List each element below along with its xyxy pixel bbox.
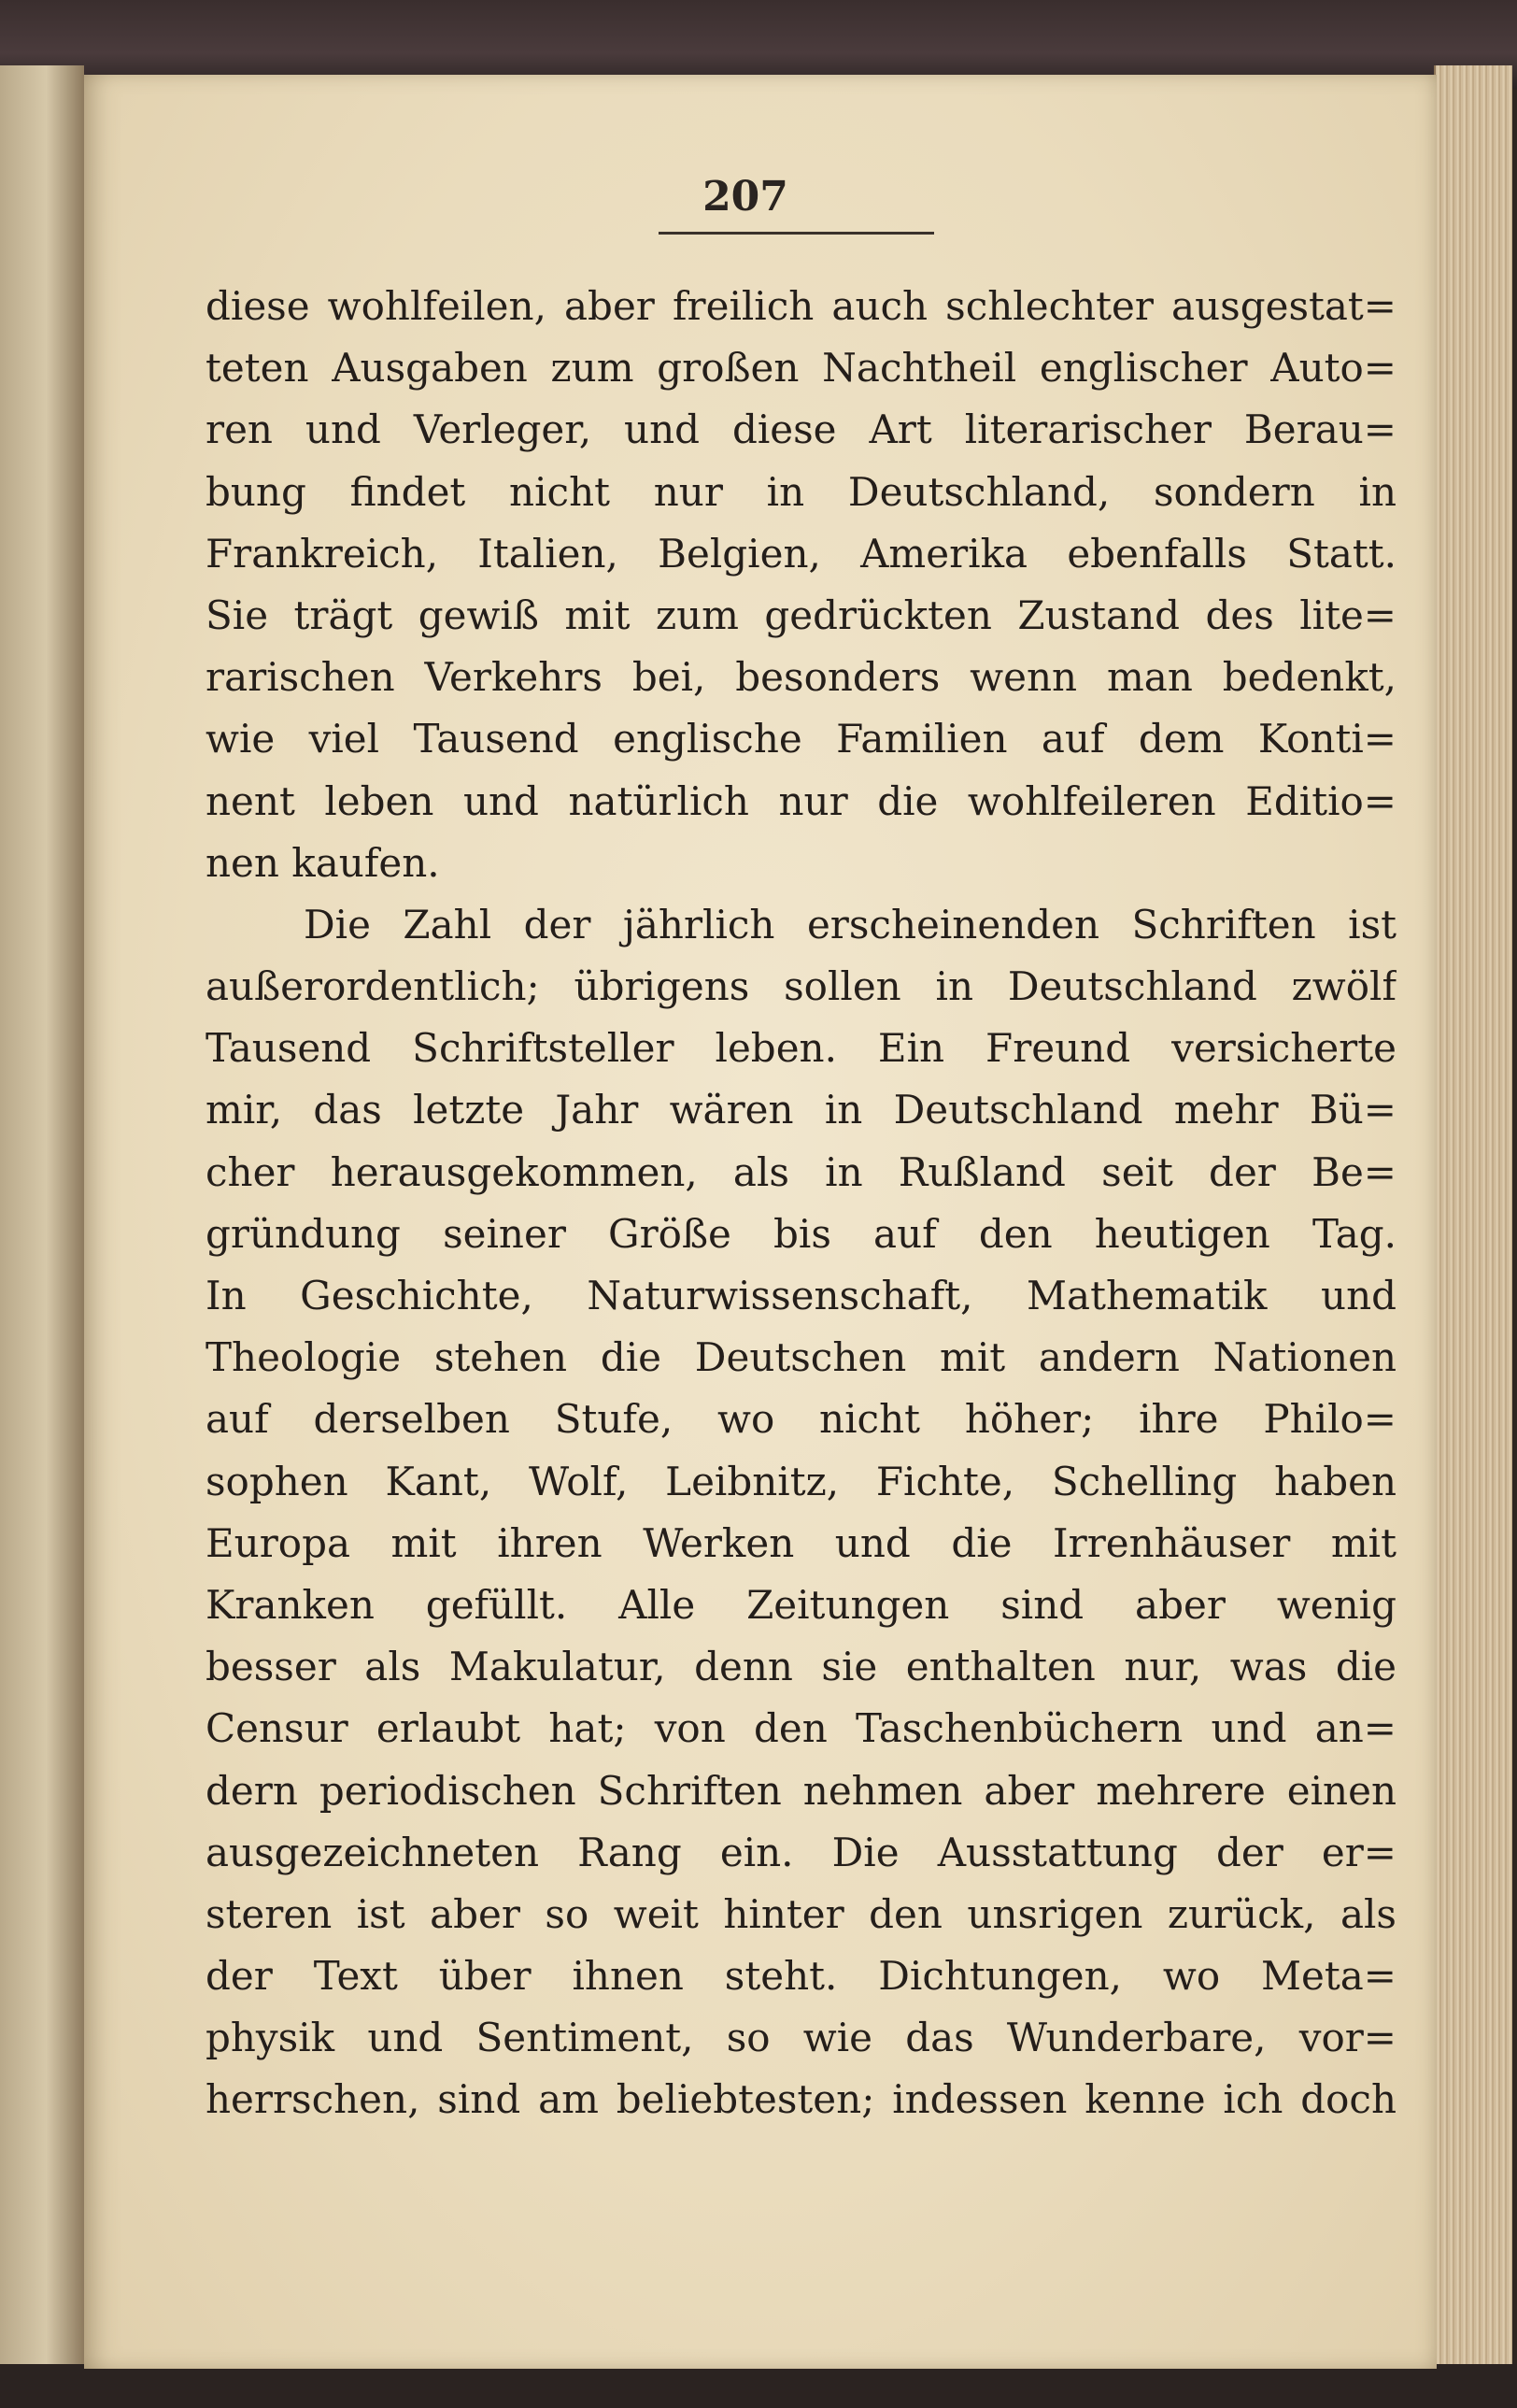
- page-number: 207: [702, 173, 788, 221]
- text-line: sophen Kant, Wolf, Leibnitz, Fichte, Schelling haben: [206, 1458, 1396, 1504]
- text-line: ausgezeichneten Rang ein. Die Ausstattung der er=: [206, 1829, 1396, 1875]
- text-line-paragraph-end: nen kaufen.: [206, 839, 440, 886]
- text-line-paragraph-start: Die Zahl der jährlich erscheinenden Schriften ist: [304, 901, 1396, 948]
- book-page: [84, 75, 1437, 2369]
- text-line: teten Ausgaben zum großen Nachtheil englischer Auto=: [206, 345, 1396, 392]
- text-line: mir, das letzte Jahr wären in Deutschland mehr Bü=: [206, 1087, 1396, 1133]
- text-line: nent leben und natürlich nur die wohlfeileren Editio=: [206, 777, 1396, 824]
- text-line: dern periodischen Schriften nehmen aber mehrere einen: [206, 1767, 1396, 1814]
- text-line: In Geschichte, Naturwissenschaft, Mathematik und: [206, 1273, 1396, 1318]
- text-line: diese wohlfeilen, aber freilich auch schlechter ausgestat=: [206, 283, 1396, 329]
- page-stack-edge: [1434, 65, 1512, 2373]
- text-line: rarischen Verkehrs bei, besonders wenn man bedenkt,: [206, 654, 1396, 701]
- text-line: ren und Verleger, und diese Art literarischer Berau=: [206, 406, 1396, 453]
- text-line: Kranken gefüllt. Alle Zeitungen sind aber wenig: [206, 1581, 1396, 1628]
- text-line: wie viel Tausend englische Familien auf dem Konti=: [206, 716, 1396, 762]
- book-cover-bottom: [0, 2364, 1517, 2408]
- text-line: besser als Makulatur, denn sie enthalten nur, was die: [206, 1644, 1396, 1690]
- text-line: physik und Sentiment, so wie das Wunderbare, vor=: [206, 2015, 1396, 2061]
- text-line: steren ist aber so weit hinter den unsrigen zurück, als: [206, 1890, 1396, 1937]
- text-line: außerordentlich; übrigens sollen in Deutschland zwölf: [206, 963, 1396, 1010]
- previous-page-edge: [0, 65, 84, 2373]
- text-line: Theologie stehen die Deutschen mit andern Nationen: [206, 1334, 1396, 1381]
- text-line: Sie trägt gewiß mit zum gedrückten Zustand des lite=: [206, 591, 1396, 638]
- text-line: Europa mit ihren Werken und die Irrenhäuser mit: [206, 1519, 1396, 1566]
- text-line: bung findet nicht nur in Deutschland, sondern in: [206, 468, 1396, 515]
- text-line: gründung seiner Größe bis auf den heutigen Tag.: [206, 1210, 1396, 1257]
- text-line: Tausend Schriftsteller leben. Ein Freund versicherte: [206, 1025, 1396, 1072]
- text-line: der Text über ihnen steht. Dichtungen, wo Meta=: [206, 1953, 1396, 2000]
- text-line: Censur erlaubt hat; von den Taschenbüchern und an=: [206, 1705, 1396, 1752]
- header-rule: [659, 232, 934, 235]
- text-line: auf derselben Stufe, wo nicht höher; ihre Philo=: [206, 1396, 1396, 1443]
- text-line: herrschen, sind am beliebtesten; indessen kenne ich doch: [206, 2076, 1396, 2123]
- page-body-text: [206, 276, 1396, 2131]
- text-line: cher herausgekommen, als in Rußland seit der Be=: [206, 1148, 1396, 1195]
- text-line: Frankreich, Italien, Belgien, Amerika ebenfalls Statt.: [206, 530, 1396, 577]
